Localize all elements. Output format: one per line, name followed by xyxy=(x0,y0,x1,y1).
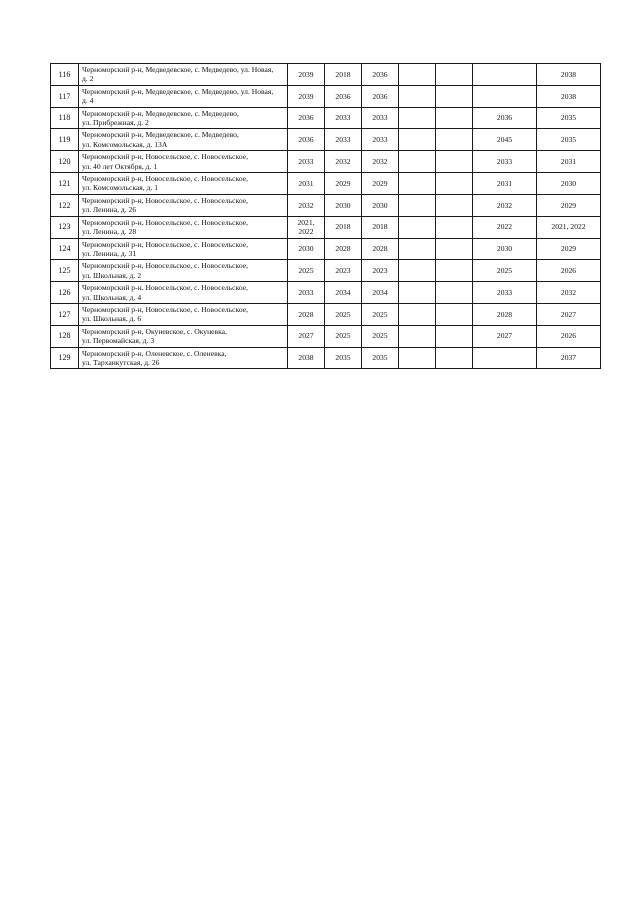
year-cell-c1: 2021, 2022 xyxy=(288,216,325,238)
year-cell-c7: 2030 xyxy=(537,173,601,195)
address-line-1: Черноморский р-н, Окуневское, с. Окуневка, xyxy=(82,326,227,336)
row-number: 119 xyxy=(51,129,79,151)
year-cell-c6: 2025 xyxy=(473,260,537,282)
address-cell xyxy=(79,151,288,173)
year-cell-c1: 2025 xyxy=(288,260,325,282)
row-number: 125 xyxy=(51,260,79,282)
address-line-2: ул. 40 лет Октября, д. 1 xyxy=(82,161,158,171)
year-cell-c2: 2030 xyxy=(325,194,362,216)
year-cell-c6: 2033 xyxy=(473,282,537,304)
address-line-1: Черноморский р-н, Медведевское, с. Медведево, xyxy=(82,130,239,140)
year-cell-c4 xyxy=(399,325,436,347)
year-cell-c6: 2045 xyxy=(473,129,537,151)
year-cell-c7: 2026 xyxy=(537,260,601,282)
row-number: 120 xyxy=(51,151,79,173)
table-row xyxy=(51,194,601,216)
year-cell-c4 xyxy=(399,151,436,173)
address-line-1: Черноморский р-н, Медведевское, с. Медведево, xyxy=(82,108,239,118)
year-cell-c2: 2034 xyxy=(325,282,362,304)
row-number: 124 xyxy=(51,238,79,260)
year-cell-c3: 2034 xyxy=(362,282,399,304)
year-cell-c5 xyxy=(436,347,473,369)
year-cell-c7: 2026 xyxy=(537,325,601,347)
year-cell-c4 xyxy=(399,107,436,129)
year-cell-c4 xyxy=(399,64,436,86)
address-line-1: Черноморский р-н, Новосельское, с. Новосельское, xyxy=(82,304,248,314)
year-cell-c5 xyxy=(436,238,473,260)
address-line-2: д. 4 xyxy=(82,96,94,106)
year-cell-c3: 2018 xyxy=(362,216,399,238)
year-cell-c6: 2022 xyxy=(473,216,537,238)
year-cell-c7: 2021, 2022 xyxy=(537,216,601,238)
year-cell-c1: 2033 xyxy=(288,282,325,304)
table-row xyxy=(51,347,601,369)
year-cell-c5 xyxy=(436,260,473,282)
table-row xyxy=(51,282,601,304)
row-number: 117 xyxy=(51,85,79,107)
address-cell xyxy=(79,194,288,216)
row-number: 118 xyxy=(51,107,79,129)
year-cell-c3: 2030 xyxy=(362,194,399,216)
address-line-1: Черноморский р-н, Новосельское, с. Новосельское, xyxy=(82,283,248,293)
year-cell-c3: 2025 xyxy=(362,325,399,347)
year-cell-c4 xyxy=(399,85,436,107)
table-row xyxy=(51,129,601,151)
year-cell-c7: 2029 xyxy=(537,238,601,260)
schedule-table xyxy=(50,63,601,369)
year-cell-c5 xyxy=(436,325,473,347)
address-line-1: Черноморский р-н, Медведевское, с. Медведево, ул. Новая, xyxy=(82,65,274,74)
year-cell-c7: 2029 xyxy=(537,194,601,216)
address-line-2: ул. Ленина, д. 28 xyxy=(82,227,137,237)
year-cell-c4 xyxy=(399,173,436,195)
address-line-2: ул. Школьная, д. 4 xyxy=(82,292,142,302)
address-line-2: ул. Прибрежная, д. 2 xyxy=(82,118,149,128)
year-cell-c1: 2027 xyxy=(288,325,325,347)
year-cell-c5 xyxy=(436,216,473,238)
year-cell-c3: 2029 xyxy=(362,173,399,195)
year-cell-c3: 2033 xyxy=(362,129,399,151)
year-cell-c7: 2037 xyxy=(537,347,601,369)
address-line-1: Черноморский р-н, Медведевское, с. Медведево, ул. Новая, xyxy=(82,86,274,96)
year-cell-c6: 2030 xyxy=(473,238,537,260)
year-cell-c3: 2036 xyxy=(362,64,399,86)
address-line-2: ул. Ленина, д. 31 xyxy=(82,248,137,258)
year-cell-c3: 2036 xyxy=(362,85,399,107)
address-line-2: ул. Первомайская, д. 3 xyxy=(82,336,155,346)
table-row xyxy=(51,64,601,86)
address-cell xyxy=(79,107,288,129)
year-cell-c1: 2036 xyxy=(288,107,325,129)
year-cell-c1: 2030 xyxy=(288,238,325,260)
table-row xyxy=(51,303,601,325)
year-cell-c7: 2027 xyxy=(537,303,601,325)
year-cell-c3: 2033 xyxy=(362,107,399,129)
year-cell-c4 xyxy=(399,260,436,282)
year-cell-c5 xyxy=(436,85,473,107)
year-cell-c5 xyxy=(436,107,473,129)
table-row xyxy=(51,238,601,260)
row-number: 129 xyxy=(51,347,79,369)
year-cell-c2: 2029 xyxy=(325,173,362,195)
year-cell-c2: 2033 xyxy=(325,107,362,129)
address-line-2: ул. Школьная, д. 6 xyxy=(82,314,142,324)
year-cell-c7: 2038 xyxy=(537,85,601,107)
row-number: 116 xyxy=(51,64,79,86)
address-cell xyxy=(79,173,288,195)
year-cell-c1: 2036 xyxy=(288,129,325,151)
address-line-1: Черноморский р-н, Новосельское, с. Новосельское, xyxy=(82,174,248,184)
table-row xyxy=(51,260,601,282)
address-line-2: ул. Тарханкутская, д. 26 xyxy=(82,357,160,367)
table-row xyxy=(51,173,601,195)
address-cell xyxy=(79,238,288,260)
address-line-1: Черноморский р-н, Новосельское, с. Новосельское, xyxy=(82,261,248,271)
year-cell-c7: 2038 xyxy=(537,64,601,86)
address-cell xyxy=(79,347,288,369)
address-line-1: Черноморский р-н, Новосельское, с. Новосельское, xyxy=(82,239,248,249)
year-cell-c6 xyxy=(473,347,537,369)
year-cell-c4 xyxy=(399,282,436,304)
year-cell-c7: 2032 xyxy=(537,282,601,304)
address-line-2: д. 2 xyxy=(82,74,94,84)
year-cell-c3: 2025 xyxy=(362,303,399,325)
year-cell-c2: 2025 xyxy=(325,325,362,347)
address-cell xyxy=(79,260,288,282)
year-cell-c2: 2033 xyxy=(325,129,362,151)
year-cell-c4 xyxy=(399,238,436,260)
address-line-2: ул. Комсомольская, д. 1 xyxy=(82,183,159,193)
year-cell-c7: 2035 xyxy=(537,107,601,129)
year-cell-c5 xyxy=(436,129,473,151)
year-cell-c5 xyxy=(436,64,473,86)
address-line-2: ул. Школьная, д. 2 xyxy=(82,270,142,280)
year-cell-c2: 2025 xyxy=(325,303,362,325)
address-cell xyxy=(79,85,288,107)
year-cell-c4 xyxy=(399,194,436,216)
year-cell-c5 xyxy=(436,194,473,216)
address-line-1: Черноморский р-н, Новосельское, с. Новосельское, xyxy=(82,195,248,205)
year-cell-c2: 2028 xyxy=(325,238,362,260)
year-cell-c2: 2023 xyxy=(325,260,362,282)
year-cell-c7: 2031 xyxy=(537,151,601,173)
year-cell-c6: 2027 xyxy=(473,325,537,347)
address-cell xyxy=(79,325,288,347)
year-cell-c4 xyxy=(399,303,436,325)
year-cell-c2: 2018 xyxy=(325,64,362,86)
year-cell-c3: 2023 xyxy=(362,260,399,282)
year-cell-c1: 2039 xyxy=(288,85,325,107)
table-row xyxy=(51,325,601,347)
year-cell-c1: 2028 xyxy=(288,303,325,325)
year-cell-c3: 2028 xyxy=(362,238,399,260)
year-cell-c4 xyxy=(399,216,436,238)
row-number: 123 xyxy=(51,216,79,238)
address-cell xyxy=(79,129,288,151)
year-cell-c6: 2033 xyxy=(473,151,537,173)
year-cell-c6: 2036 xyxy=(473,107,537,129)
year-cell-c4 xyxy=(399,347,436,369)
address-cell xyxy=(79,282,288,304)
address-cell xyxy=(79,64,288,86)
row-number: 127 xyxy=(51,303,79,325)
year-cell-c2: 2032 xyxy=(325,151,362,173)
table-body xyxy=(51,64,601,369)
year-cell-c6: 2031 xyxy=(473,173,537,195)
year-cell-c6: 2028 xyxy=(473,303,537,325)
year-cell-c2: 2036 xyxy=(325,85,362,107)
year-cell-c5 xyxy=(436,282,473,304)
row-number: 121 xyxy=(51,173,79,195)
table-row xyxy=(51,151,601,173)
address-line-2: ул. Комсомольская, д. 13А xyxy=(82,139,168,149)
address-line-1: Черноморский р-н, Оленевское, с. Оленевка, xyxy=(82,348,227,358)
year-cell-c1: 2031 xyxy=(288,173,325,195)
year-cell-c3: 2032 xyxy=(362,151,399,173)
year-cell-c6 xyxy=(473,85,537,107)
year-cell-c6: 2032 xyxy=(473,194,537,216)
year-cell-c1: 2039 xyxy=(288,64,325,86)
address-cell xyxy=(79,303,288,325)
year-cell-c7: 2035 xyxy=(537,129,601,151)
table-row xyxy=(51,107,601,129)
year-cell-c6 xyxy=(473,64,537,86)
row-number: 122 xyxy=(51,194,79,216)
year-cell-c4 xyxy=(399,129,436,151)
table-row xyxy=(51,216,601,238)
address-cell xyxy=(79,216,288,238)
year-cell-c5 xyxy=(436,151,473,173)
year-cell-c2: 2018 xyxy=(325,216,362,238)
year-cell-c5 xyxy=(436,303,473,325)
row-number: 126 xyxy=(51,282,79,304)
year-cell-c1: 2033 xyxy=(288,151,325,173)
year-cell-c1: 2038 xyxy=(288,347,325,369)
address-line-1: Черноморский р-н, Новосельское, с. Новосельское, xyxy=(82,217,248,227)
address-line-2: ул. Ленина, д. 26 xyxy=(82,205,137,215)
year-cell-c1: 2032 xyxy=(288,194,325,216)
year-cell-c3: 2035 xyxy=(362,347,399,369)
address-line-1: Черноморский р-н, Новосельское, с. Новосельское, xyxy=(82,152,248,162)
year-cell-c2: 2035 xyxy=(325,347,362,369)
row-number: 128 xyxy=(51,325,79,347)
year-cell-c5 xyxy=(436,173,473,195)
table-row xyxy=(51,85,601,107)
